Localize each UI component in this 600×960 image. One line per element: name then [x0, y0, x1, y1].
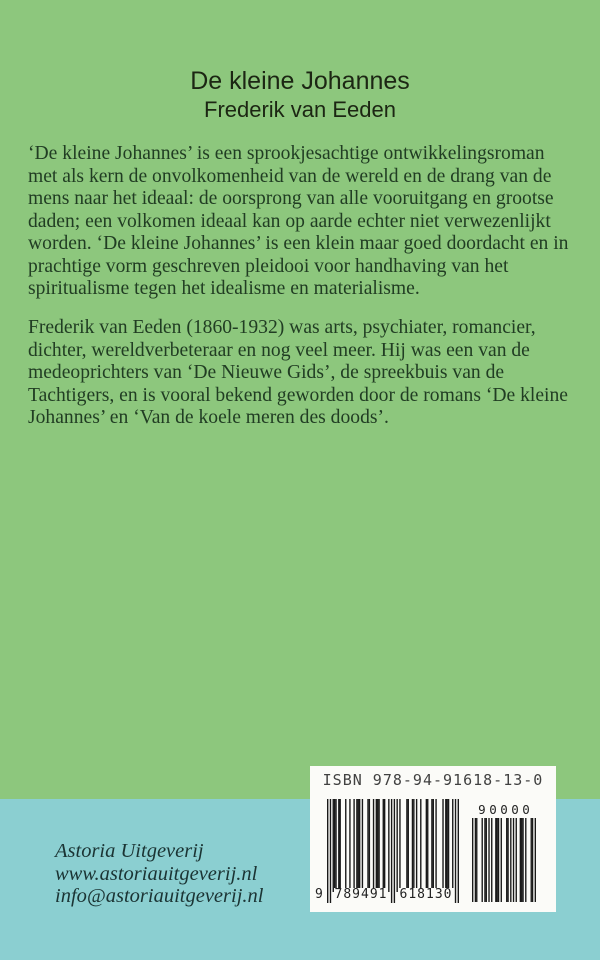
- barcode-digit-group2: 618130: [399, 887, 453, 902]
- isbn-number-label: ISBN 978-94-91618-13-0: [322, 771, 544, 789]
- author-bio-paragraph: Frederik van Eeden (1860-1932) was arts, psychiater, romancier, dichter, wereldverbeteraar en nog veel meer. Hij was een van de medeoprichters van ‘De Nieuwe Gids’, de spreekbuis van de Tachtigers, en is vooral bekend geworden door de romans ‘De kleine Johannes’ en ‘Van de koele meren des doods’.: [28, 317, 568, 428]
- publisher-name: Astoria Uitgeverij: [55, 840, 204, 862]
- publisher-website: www.astoriauitgeverij.nl: [55, 862, 258, 885]
- barcode-addon-label: 90000: [478, 802, 534, 817]
- publisher-block: [55, 840, 263, 908]
- isbn-barcode-box: [310, 766, 556, 912]
- book-author: Frederik van Eeden: [204, 97, 396, 122]
- ean5-addon-barcode: [472, 818, 536, 902]
- barcode-digit-group1: 789491: [334, 887, 388, 902]
- publisher-email: info@astoriauitgeverij.nl: [55, 885, 264, 908]
- synopsis-paragraph: ‘De kleine Johannes’ is een sprookjesachtige ontwikkelingsroman met als kern de onvolkomenheid van de wereld en de drang van de mens naar het ideaal: de oorsprong van alle vooruitgang en grootse daden; een volkomen ideaal kan op aarde echter niet verwezenlijkt worden. ‘De kleine Johannes’ is een klein maar goed doordacht en in prachtige vorm geschreven pleidooi voor handhaving van het spiritualisme tegen het idealisme en materialisme.: [28, 143, 569, 299]
- book-title: De kleine Johannes: [190, 67, 410, 95]
- barcode-digit-lead: 9: [315, 887, 323, 902]
